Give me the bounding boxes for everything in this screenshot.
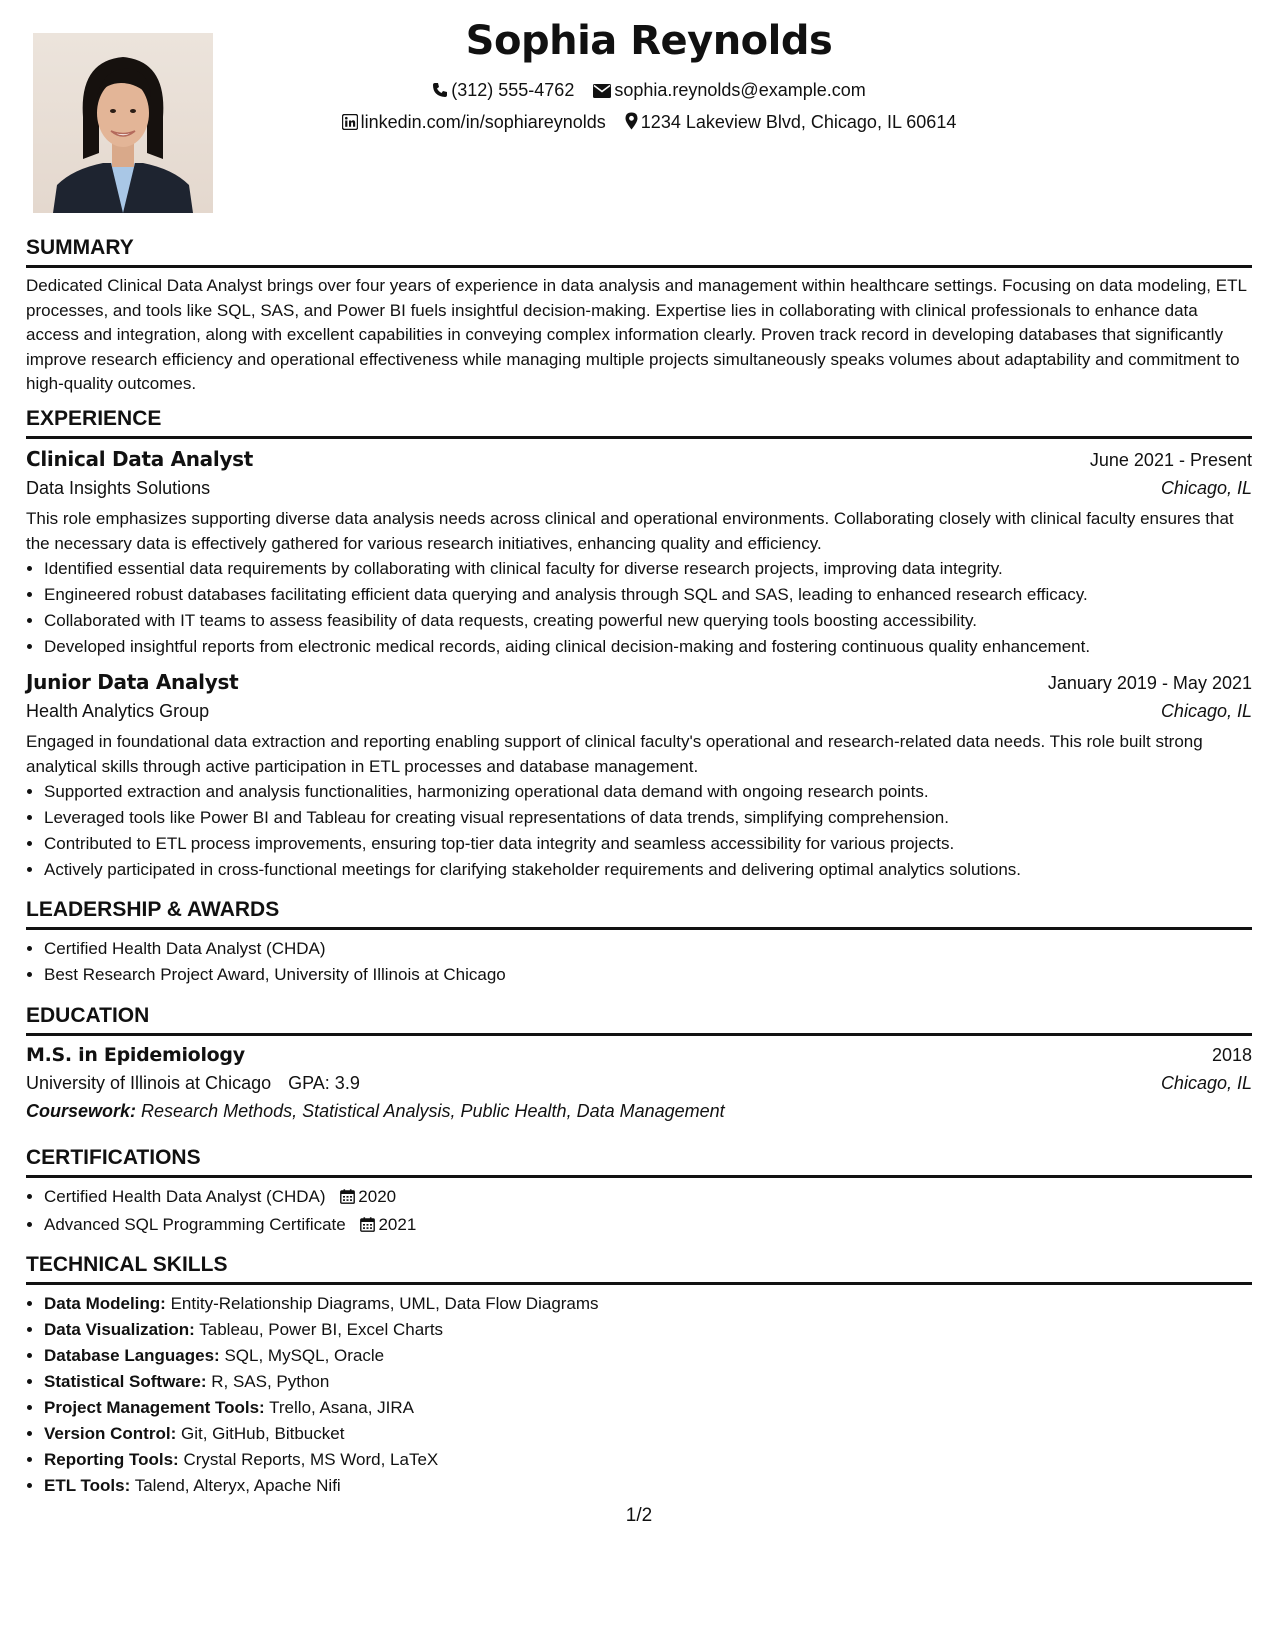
summary-section — [26, 236, 1252, 397]
job-title: Clinical Data Analyst — [26, 447, 254, 472]
skill-value: Crystal Reports, MS Word, LaTeX — [183, 1450, 439, 1470]
contact-email — [593, 80, 865, 103]
phone-icon — [432, 82, 448, 103]
cert-name: Advanced SQL Programming Certificate — [44, 1215, 346, 1235]
school-name: University of Illinois at Chicago — [26, 1073, 272, 1094]
skills-list — [26, 1291, 1252, 1499]
section-title-education: EDUCATION — [26, 1004, 1252, 1036]
education-section — [26, 1004, 1252, 1122]
list-item: • Identified essential data requirements by collaborating with clinical faculty for diverse research projects, improving data integrity. — [44, 556, 1252, 582]
job-description: This role emphasizes supporting diverse data analysis needs across clinical and operational environments. Collaborating closely with clinical faculty ensures that the necessary data is effectively gathered for various research initiatives, enhancing quality and efficiency. — [26, 509, 1234, 553]
contact-line-2 — [26, 112, 1272, 135]
list-item: • Certified Health Data Analyst (CHDA) — [44, 936, 1252, 962]
section-title-skills: TECHNICAL SKILLS — [26, 1253, 1252, 1285]
skill-label: Statistical Software: — [44, 1372, 207, 1392]
phone-number[interactable]: (312) 555-4762 — [451, 80, 575, 100]
certifications-list — [26, 1184, 1252, 1240]
leadership-list — [26, 936, 1252, 988]
school-line — [26, 1073, 360, 1094]
skill-label: Version Control: — [44, 1424, 177, 1444]
page-number: 1/2 — [625, 1505, 653, 1526]
job-entry — [26, 670, 1252, 883]
list-item: • Contributed to ETL process improvements, ensuring top-tier data integrity and seamless accessibility for various projects. — [44, 831, 1252, 857]
list-item — [44, 1184, 1252, 1212]
degree-year: 2018 — [1211, 1045, 1252, 1066]
cert-name: Certified Health Data Analyst (CHDA) — [44, 1187, 326, 1207]
job-bullets — [26, 779, 1252, 883]
list-item: • Supported extraction and analysis functionalities, harmonizing operational data demand with ongoing research points. — [44, 779, 1252, 805]
job-description: Engaged in foundational data extraction and reporting enabling support of clinical faculty's operational and research-related data needs. This role built strong analytical skills through active participation in ETL processes and database management. — [26, 732, 1203, 776]
skill-label: Reporting Tools: — [44, 1450, 179, 1470]
coursework-line — [26, 1101, 1252, 1122]
job-dates: June 2021 - Present — [1089, 450, 1252, 471]
cert-year: 2020 — [358, 1187, 397, 1207]
calendar-icon — [360, 1214, 375, 1240]
list-item — [44, 1343, 1252, 1369]
job-bullets — [26, 556, 1252, 660]
list-item: • Actively participated in cross-functional meetings for clarifying stakeholder requirements and delivering optimal analytics solutions. — [44, 857, 1252, 883]
leadership-section — [26, 898, 1252, 988]
address-text: 1234 Lakeview Blvd, Chicago, IL 60614 — [640, 112, 957, 132]
cert-year: 2021 — [378, 1215, 417, 1235]
job-company: Health Analytics Group — [26, 701, 210, 722]
job-company: Data Insights Solutions — [26, 478, 211, 499]
map-pin-icon — [625, 112, 638, 135]
skill-label: ETL Tools: — [44, 1476, 131, 1496]
job-title: Junior Data Analyst — [26, 670, 239, 695]
contact-address — [625, 112, 957, 135]
list-item — [44, 1317, 1252, 1343]
skill-value: Talend, Alteryx, Apache Nifi — [134, 1476, 341, 1496]
skill-value: Trello, Asana, JIRA — [269, 1398, 415, 1418]
list-item: • Best Research Project Award, University of Illinois at Chicago — [44, 962, 1252, 988]
certifications-section — [26, 1146, 1252, 1240]
experience-section — [26, 407, 1252, 883]
skill-label: Data Visualization: — [44, 1320, 195, 1340]
skill-value: R, SAS, Python — [211, 1372, 330, 1392]
linkedin-icon — [342, 114, 358, 135]
contact-phone — [432, 80, 574, 103]
gpa: GPA: 3.9 — [288, 1073, 360, 1094]
contact-linkedin — [342, 112, 606, 135]
coursework-label: Coursework: — [26, 1101, 137, 1122]
summary-text: Dedicated Clinical Data Analyst brings over four years of experience in data analysis and management within healthcare settings. Focusing on data modeling, ETL processes, and tools like SQL, SAS, and Power BI fuels insightful decision-making. Expertise lies in collaborating with clinical professionals to enhance data access and integration, along with excellent capabilities in conveying complex information clearly. Proven track record in developing databases that significantly improve research efficiency and operational effectiveness while managing multiple projects simultaneously speaks volumes about adaptability and commitment to high-quality outcomes. — [26, 276, 1247, 394]
section-title-experience: EXPERIENCE — [26, 407, 1252, 439]
list-item: • Developed insightful reports from electronic medical records, aiding clinical decision-making and fostering continuous quality enhancement. — [44, 634, 1252, 660]
skill-value: Entity-Relationship Diagrams, UML, Data Flow Diagrams — [170, 1294, 599, 1314]
list-item: • Engineered robust databases facilitating efficient data querying and analysis through SQL and SAS, leading to enhanced research efficacy. — [44, 582, 1252, 608]
list-item: • Leveraged tools like Power BI and Tableau for creating visual representations of data trends, simplifying comprehension. — [44, 805, 1252, 831]
resume-page — [26, 0, 1252, 1650]
email-link[interactable]: sophia.reynolds@example.com — [614, 80, 866, 100]
skill-label: Data Modeling: — [44, 1294, 166, 1314]
list-item — [44, 1212, 1252, 1240]
cert-date — [360, 1215, 416, 1234]
skill-value: Git, GitHub, Bitbucket — [180, 1424, 345, 1444]
candidate-name: Sophia Reynolds — [465, 18, 833, 64]
list-item — [44, 1421, 1252, 1447]
list-item — [44, 1369, 1252, 1395]
job-location: Chicago, IL — [1160, 701, 1252, 722]
school-location: Chicago, IL — [1160, 1073, 1252, 1094]
envelope-icon — [593, 82, 611, 103]
job-dates: January 2019 - May 2021 — [1047, 673, 1252, 694]
list-item — [44, 1473, 1252, 1499]
linkedin-link[interactable]: linkedin.com/in/sophiareynolds — [360, 112, 606, 132]
list-item — [44, 1291, 1252, 1317]
job-location: Chicago, IL — [1160, 478, 1252, 499]
calendar-icon — [340, 1186, 355, 1212]
skill-value: SQL, MySQL, Oracle — [224, 1346, 385, 1366]
skill-value: Tableau, Power BI, Excel Charts — [199, 1320, 444, 1340]
section-title-leadership: LEADERSHIP & AWARDS — [26, 898, 1252, 930]
degree-title: M.S. in Epidemiology — [26, 1044, 245, 1067]
section-title-certifications: CERTIFICATIONS — [26, 1146, 1252, 1178]
contact-line-1 — [26, 80, 1272, 103]
section-title-summary: SUMMARY — [26, 236, 1252, 268]
skills-section — [26, 1253, 1252, 1499]
list-item: • Collaborated with IT teams to assess feasibility of data requests, creating powerful new querying tools boosting accessibility. — [44, 608, 1252, 634]
list-item — [44, 1395, 1252, 1421]
list-item — [44, 1447, 1252, 1473]
cert-date — [340, 1187, 396, 1206]
skill-label: Database Languages: — [44, 1346, 220, 1366]
skill-label: Project Management Tools: — [44, 1398, 265, 1418]
coursework-list: Research Methods, Statistical Analysis, Public Health, Data Management — [141, 1101, 725, 1122]
job-entry — [26, 447, 1252, 660]
